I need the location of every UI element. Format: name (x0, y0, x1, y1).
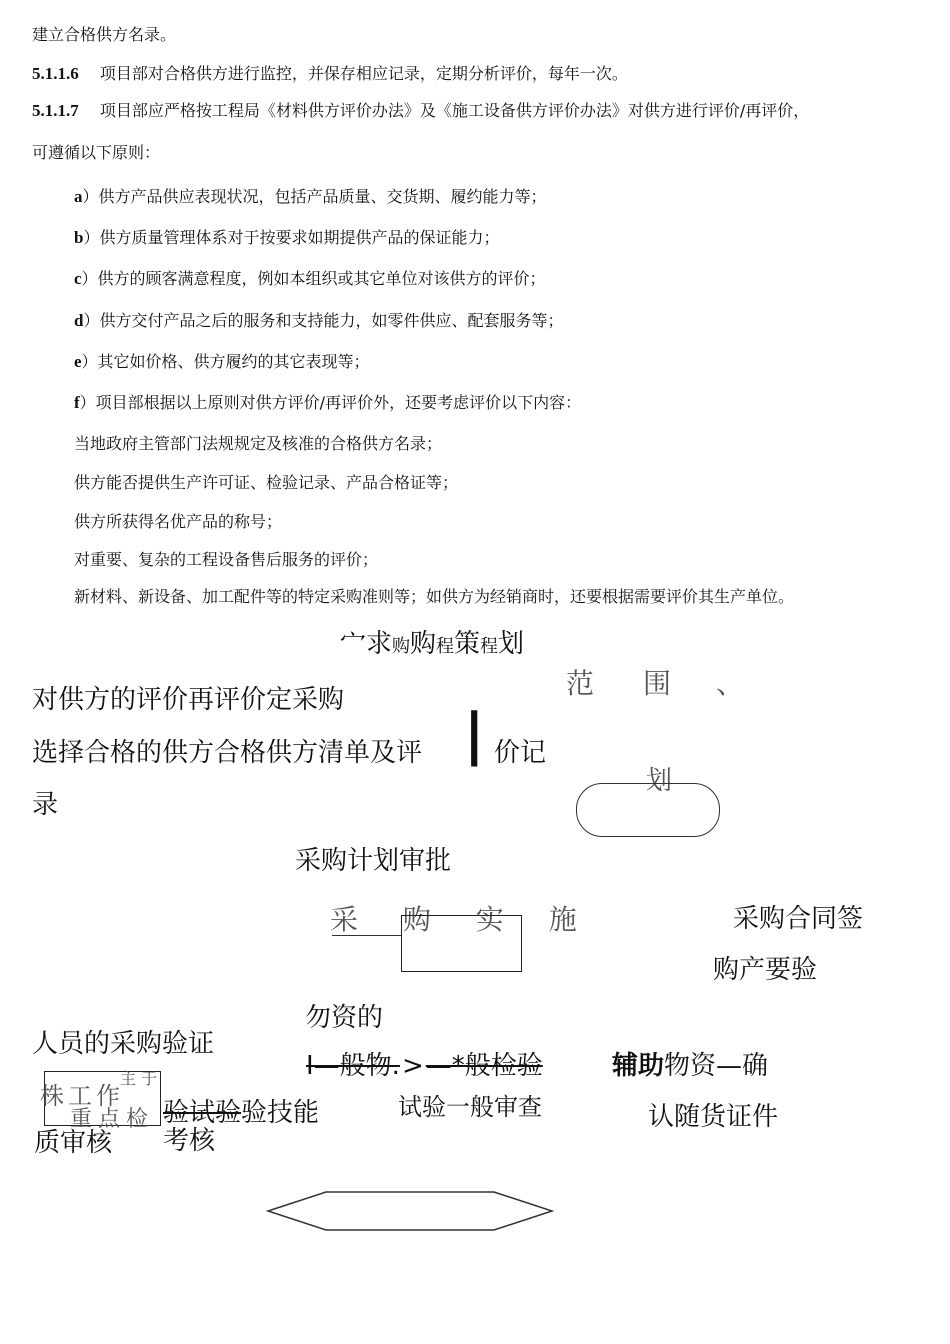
flow-exam: 考核 (163, 1126, 216, 1156)
clause-text: 项目部应严格按工程局《材料供方评价办法》及《施工设备供方评价办法》对供方进行评价/再评价， (99, 101, 810, 120)
flow-contract: 采购合同签 (733, 904, 864, 934)
flow-material: 勿资的 (305, 1003, 384, 1033)
flow-heading: 宀求购购程策程划 (340, 629, 525, 659)
list-item: d）供方交付产品之后的服务和支持能力，如零件供应、配套服务等； (74, 311, 564, 330)
sub-item: 供方所获得名优产品的称号； (74, 512, 283, 531)
list-item: f）项目部根据以上原则对供方评价/再评价外，还要考虑评价以下内容： (74, 393, 582, 412)
flow-test-general: 试验一般审查 (398, 1093, 542, 1121)
flow-implement: 采 购 实 施 (330, 903, 595, 936)
worker-box-text-2: 重点检 (70, 1107, 155, 1132)
flow-approve: 采购计划审批 (295, 846, 452, 876)
flow-purchase-req: 购产要验 (713, 955, 818, 985)
sub-item: 新材料、新设备、加工配件等的特定采购准则等；如供方为经销商时，还要根据需要评价其生产单位。 (74, 587, 795, 606)
flow-eval-line: 对供方的评价再评价定采购 (32, 685, 345, 715)
worker-box-text-1: 株工作 (40, 1082, 124, 1110)
flow-quality-review: 质审核 (34, 1128, 113, 1158)
flow-select-line: 选择合格的供方合格供方清单及评 (32, 738, 423, 768)
vertical-bar: | (464, 702, 485, 767)
clause-number: 5.1.1.7 (32, 101, 79, 120)
sub-item: 供方能否提供生产许可证、检验记录、产品合格证等； (74, 473, 459, 492)
sub-item: 当地政府主管部门法规规定及核准的合格供方名录； (74, 434, 443, 453)
paragraph-intro: 建立合格供方名录。 (32, 25, 177, 44)
clause-number: 5.1.1.6 (32, 64, 79, 83)
flow-record-1: 价记 (494, 738, 547, 768)
scope-char-2: 围 (643, 667, 672, 700)
flow-test: 验试验验技能 (163, 1098, 320, 1128)
flow-general: I—般物.>—*般检验 (306, 1051, 543, 1081)
list-item: c）供方的顾客满意程度，例如本组织或其它单位对该供方的评价； (74, 269, 546, 288)
flow-aux: 辅助物资—确 (612, 1051, 769, 1081)
clause-continuation: 可遵循以下原则： (32, 143, 161, 162)
sub-item: 对重要、复杂的工程设备售后服务的评价； (74, 550, 379, 569)
plan-char: 划 (646, 766, 673, 796)
flow-personnel: 人员的采购验证 (32, 1029, 215, 1059)
scope-char-3: 、 (716, 667, 745, 700)
flow-confirm: 认随货证件 (648, 1102, 779, 1132)
list-item: a）供方产品供应表现状况，包括产品质量、交货期、履约能力等； (74, 187, 547, 206)
list-item: e）其它如价格、供方履约的其它表现等； (74, 352, 370, 371)
flow-record-2: 录 (32, 790, 59, 820)
clause-text: 项目部对合格供方进行监控，并保存相应记录，定期分析评价，每年一次。 (99, 64, 628, 83)
hexagon-terminal (268, 1192, 552, 1230)
list-item: b）供方质量管理体系对于按要求如期提供产品的保证能力； (74, 228, 500, 247)
scope-char-1: 范 (566, 667, 595, 700)
worker-box-text-3: 主 于 (120, 1069, 158, 1088)
